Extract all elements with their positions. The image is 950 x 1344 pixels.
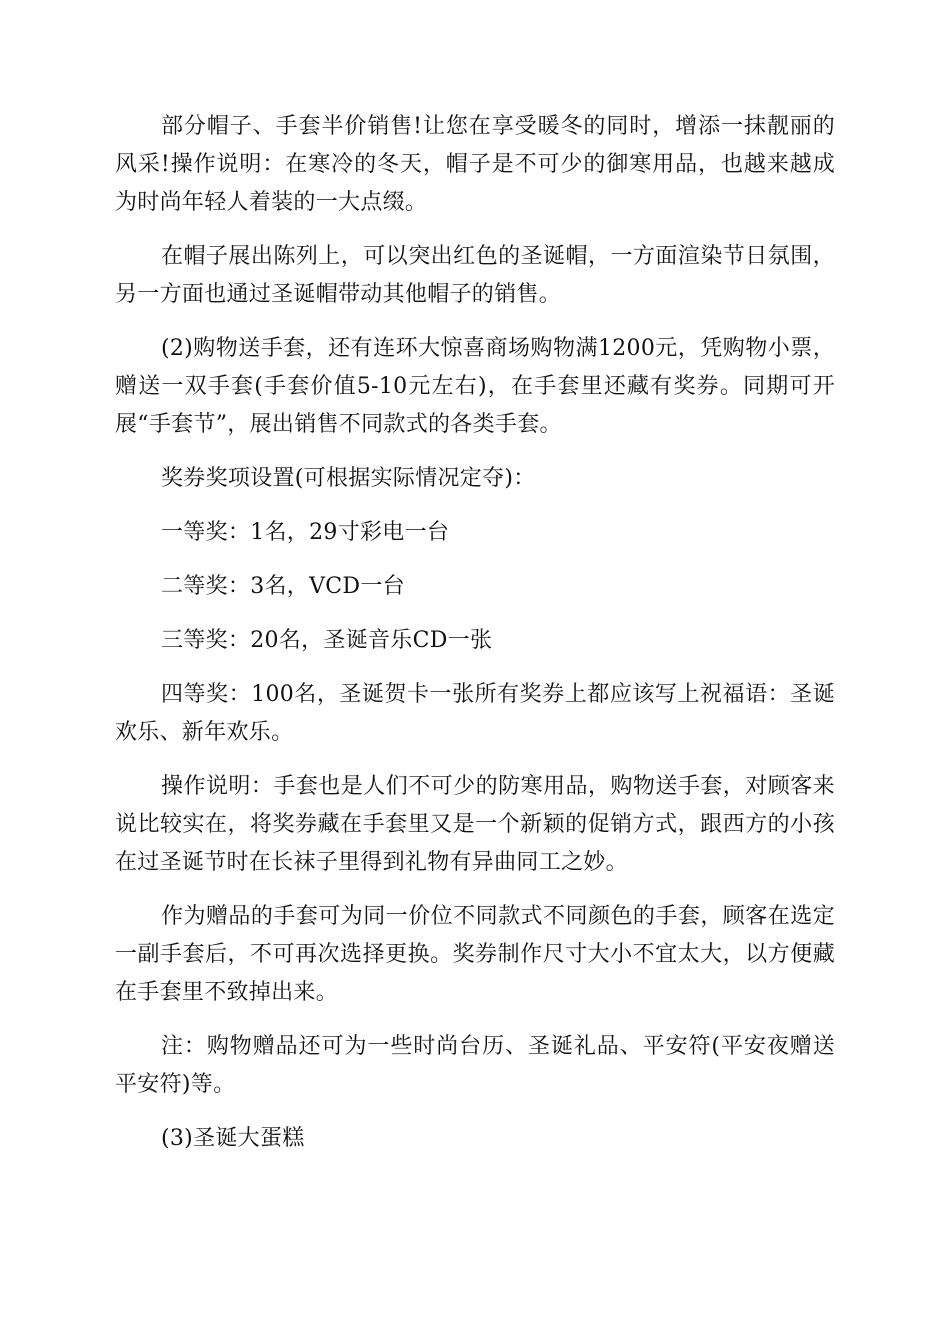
paragraph-first-prize: 一等奖：1名，29寸彩电一台 (161, 520, 450, 545)
paragraph-fourth-prize: 四等奖：100名，圣诞贺卡一张所有奖券上都应该写上祝福语：圣诞欢乐、新年欢乐。 (115, 682, 835, 745)
paragraph-hats-half-price: 部分帽子、手套半价销售!让您在享受暖冬的同时，增添一抹靓丽的风采!操作说明：在寒冷的冬天，帽子是不可少的御寒用品，也越来越成为时尚年轻人着装的一大点缀。 (115, 114, 835, 215)
paragraph-third-prize: 三等奖：20名，圣诞音乐CD一张 (161, 628, 493, 653)
paragraph-christmas-cake: (3)圣诞大蛋糕 (161, 1126, 305, 1151)
paragraph-gloves-gift: (2)购物送手套，还有连环大惊喜商场购物满1200元，凭购物小票，赠送一双手套(手套价值5-10元左右)，在手套里还藏有奖券。同期可开展“手套节”，展出销售不同款式的各类手套。 (115, 336, 835, 437)
paragraph-second-prize: 二等奖：3名，VCD一台 (161, 574, 405, 599)
paragraph-gift-gloves: 作为赠品的手套可为同一价位不同款式不同颜色的手套，顾客在选定一副手套后，不可再次选择更换。奖券制作尺寸大小不宜太大，以方便藏在手套里不致掉出来。 (115, 904, 835, 1005)
paragraph-gloves-explanation: 操作说明：手套也是人们不可少的防寒用品，购物送手套，对顾客来说比较实在，将奖券藏在手套里又是一个新颖的促销方式，跟西方的小孩在过圣诞节时在长袜子里得到礼物有异曲同工之妙。 (115, 774, 835, 875)
document-body (115, 108, 835, 1174)
paragraph-prize-setup: 奖券奖项设置(可根据实际情况定夺)： (161, 466, 536, 491)
paragraph-hat-display: 在帽子展出陈列上，可以突出红色的圣诞帽，一方面渲染节日氛围，另一方面也通过圣诞帽带动其他帽子的销售。 (115, 244, 835, 307)
paragraph-note: 注：购物赠品还可为一些时尚台历、圣诞礼品、平安符(平安夜赠送平安符)等。 (115, 1034, 835, 1097)
